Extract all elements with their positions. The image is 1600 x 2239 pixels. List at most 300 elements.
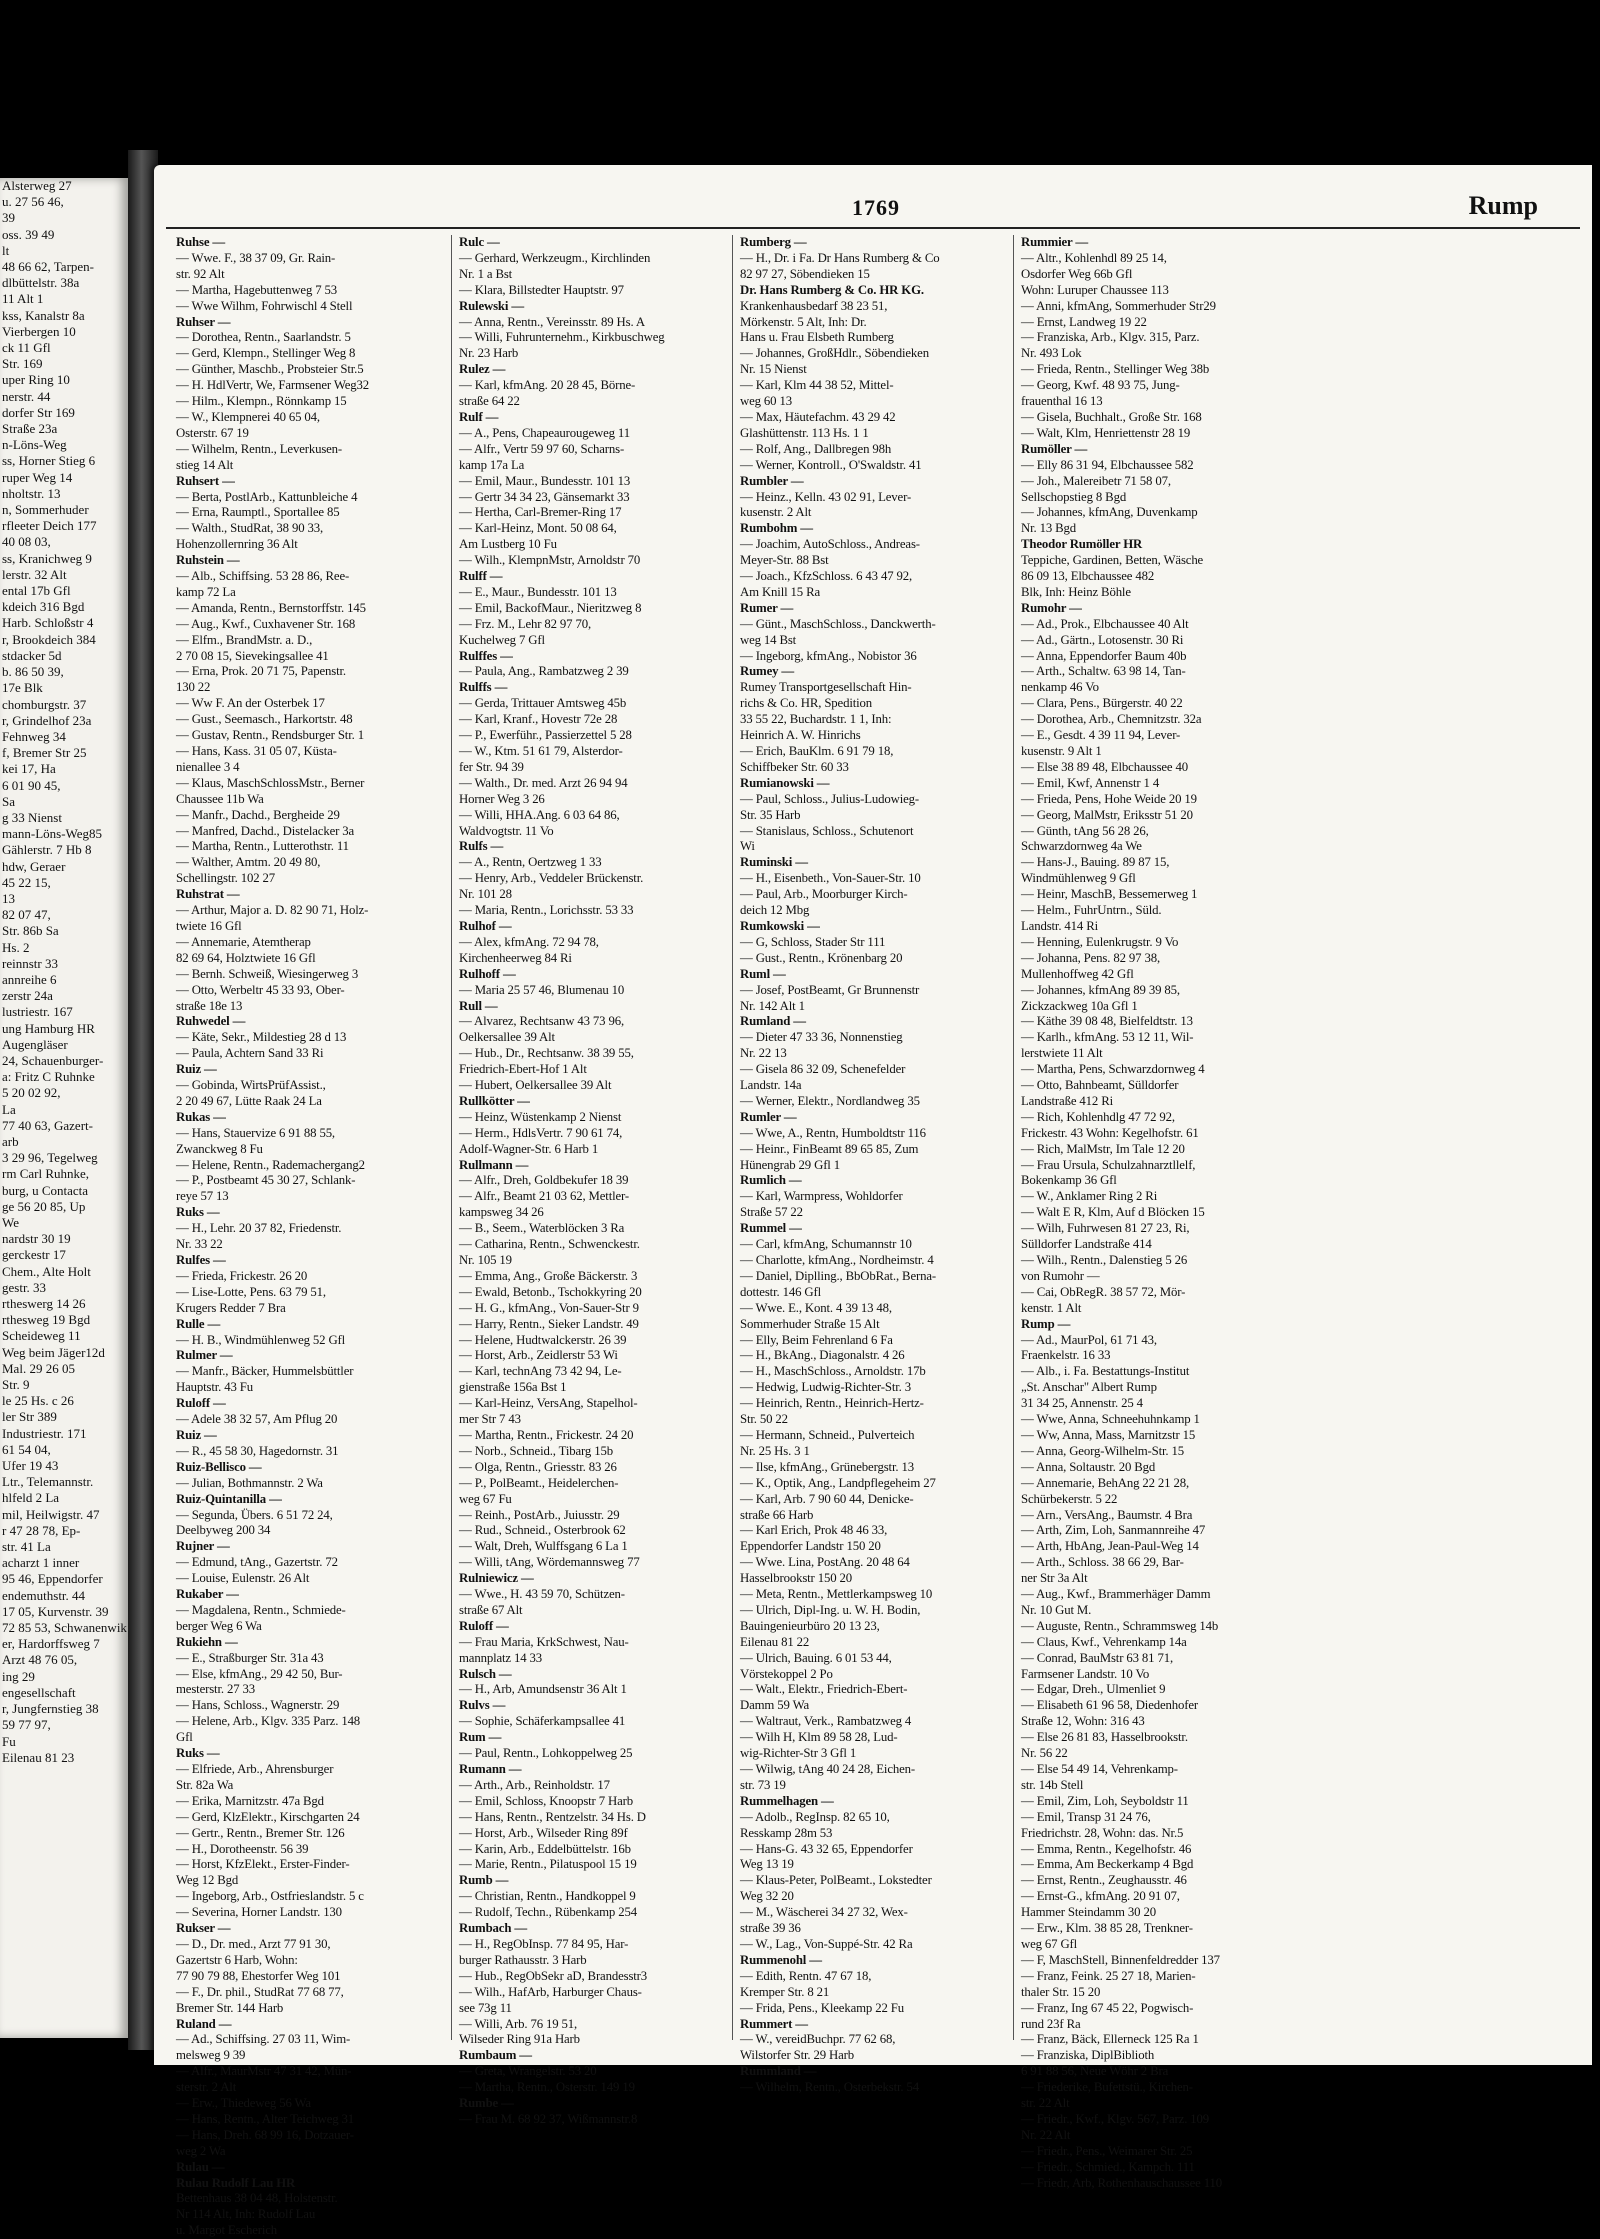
entry-line: Chaussee 11b Wa bbox=[176, 791, 264, 806]
entry-line: Zwanckweg 8 Fu bbox=[176, 1141, 263, 1156]
entry-line: Rukser — bbox=[176, 1921, 231, 1936]
header-rule bbox=[166, 227, 1580, 229]
entry-line: — W., vereidBuchpr. 77 62 68, bbox=[740, 2032, 896, 2047]
entry-line: Resskamp 28m 53 bbox=[740, 1825, 833, 1840]
entry-line: — Paula, Ang., Rambatzweg 2 39 bbox=[459, 664, 629, 679]
entry-line: — Karl, Kranf., Hovestr 72e 28 bbox=[459, 712, 618, 727]
entry-line: — Rolf, Ang., Dallbregen 98h bbox=[740, 441, 892, 456]
entry-line: Rumohr — bbox=[1021, 600, 1082, 615]
entry-line: Rullkötter — bbox=[459, 1093, 530, 1108]
entry-line: stieg 14 Alt bbox=[176, 457, 234, 472]
entry-line: Rumbler — bbox=[740, 473, 804, 488]
entry-line: str. 22 Alt bbox=[1021, 2096, 1070, 2111]
entry-line: Zickzackweg 10a Gfl 1 bbox=[1021, 998, 1138, 1013]
entry-line: — Emil, Transp 31 24 76, bbox=[1021, 1809, 1151, 1824]
entry-line: — F., Dr. phil., StudRat 77 68 77, bbox=[176, 1984, 344, 1999]
entry-line: — K., Optik, Ang., Landpflegeheim 27 bbox=[740, 1475, 936, 1490]
entry-line: dottestr. 146 Gfl bbox=[740, 1284, 821, 1299]
entry-line: — Stanislaus, Schloss., Schutenort bbox=[740, 823, 914, 838]
entry-line: — Ilse, kfmAng., Grünebergstr. 13 bbox=[740, 1459, 914, 1474]
entry-line: — Meta, Rentn., Mettlerkampsweg 10 bbox=[740, 1587, 933, 1602]
entry-line: — Carl, kfmAng, Schumannstr 10 bbox=[740, 1237, 912, 1252]
entry-line: Weg 32 20 bbox=[740, 1889, 794, 1904]
entry-line: — Frau M. 68 92 37, Wißmannstr.8 bbox=[459, 2111, 638, 2126]
entry-line: — Heinr., FinBeamt 89 65 85, Zum bbox=[740, 1141, 919, 1156]
entry-line: — Johannes, kfmAng, Duvenkamp bbox=[1021, 505, 1198, 520]
entry-line: mil, Heilwigstr. 47 bbox=[2, 1506, 100, 1522]
entry-line: Am Lustberg 10 Fu bbox=[459, 537, 557, 552]
entry-line: — Clara, Pens., Bürgerstr. 40 22 bbox=[1021, 696, 1183, 711]
entry-line: — Arthur, Major a. D. 82 90 71, Holz- bbox=[176, 903, 369, 918]
entry-line: — Walt., Elektr., Friedrich-Ebert- bbox=[740, 1682, 908, 1697]
entry-line: 2 20 49 67, Lütte Raak 24 La bbox=[176, 1093, 322, 1108]
entry-line: — Rud., Schneid., Osterbrook 62 bbox=[459, 1523, 626, 1538]
entry-line: — Walther, Amtm. 20 49 80, bbox=[176, 855, 321, 870]
entry-line: Nr 114 Alt, Inh: Rudolf Lau bbox=[176, 2207, 316, 2222]
entry-line: — Alex, kfmAng. 72 94 78, bbox=[459, 934, 599, 949]
entry-line: — Christian, Rentn., Handkoppel 9 bbox=[459, 1889, 636, 1904]
entry-line: — Elisabeth 61 96 58, Diedenhofer bbox=[1021, 1698, 1199, 1713]
entry-line: Nr. 25 Hs. 3 1 bbox=[740, 1443, 810, 1458]
entry-line: rtheswerg 14 26 bbox=[2, 1296, 86, 1312]
entry-line: — Else 54 49 14, Vehrenkamp- bbox=[1021, 1762, 1178, 1776]
entry-line: rthesweg 19 Bgd bbox=[2, 1312, 91, 1328]
entry-line: u. 27 56 46, bbox=[2, 194, 64, 210]
entry-line: — Lise-Lotte, Pens. 63 79 51, bbox=[176, 1284, 326, 1299]
entry-line: — Hedwig, Ludwig-Richter-Str. 3 bbox=[740, 1380, 912, 1395]
entry-line: straße 64 22 bbox=[459, 394, 520, 409]
entry-line: mann-Löns-Weg85 bbox=[2, 826, 103, 842]
entry-line: Alsterweg 27 bbox=[2, 178, 72, 193]
entry-line: 45 22 15, bbox=[2, 874, 51, 890]
entry-line: n-Löns-Weg bbox=[2, 437, 67, 453]
entry-line: Arzt 48 76 05, bbox=[2, 1652, 78, 1668]
entry-line: — W., Ktm. 51 61 79, Alsterdor- bbox=[459, 744, 623, 758]
entry-line: — Wwe Wilhm, Fohrwischl 4 Stell bbox=[176, 298, 353, 313]
entry-line: Scheideweg 11 bbox=[2, 1328, 81, 1344]
entry-line: — Marie, Rentn., Pilatuspool 15 19 bbox=[459, 1857, 637, 1872]
column-divider bbox=[1013, 235, 1014, 2040]
entry-line: Rumb — bbox=[459, 1873, 509, 1888]
entry-line: straße 39 36 bbox=[740, 1921, 801, 1936]
entry-line: b. 86 50 39, bbox=[2, 664, 64, 680]
entry-line: — Gerda, Trittauer Amtsweg 45b bbox=[459, 696, 627, 711]
entry-line: Landstr. 414 Ri bbox=[1021, 918, 1099, 933]
entry-line: Damm 59 Wa bbox=[740, 1698, 810, 1713]
entry-line: lt bbox=[2, 242, 10, 258]
entry-line: Sülldorfer Landstraße 414 bbox=[1021, 1237, 1152, 1252]
entry-line: Rulewski — bbox=[459, 298, 524, 313]
entry-line: — A., Pens, Chapeaurougeweg 11 bbox=[459, 425, 630, 440]
entry-line: weg 67 Gfl bbox=[1021, 1936, 1078, 1951]
entry-line: — Cai, ObRegR. 38 57 72, Mör- bbox=[1021, 1284, 1186, 1299]
entry-line: Rumlich — bbox=[740, 1173, 802, 1188]
entry-line: — Adele 38 32 57, Am Pflug 20 bbox=[176, 1412, 338, 1427]
entry-line: Rumer — bbox=[740, 600, 794, 615]
directory-page bbox=[154, 165, 1592, 2238]
entry-line: Mal. 29 26 05 bbox=[2, 1360, 75, 1376]
entry-line: le 25 Hs. c 26 bbox=[2, 1393, 74, 1409]
entry-line: — Werner, Kontroll., O'Swaldstr. 41 bbox=[740, 457, 922, 472]
entry-line: — Karl, Arb. 7 90 60 44, Denicke- bbox=[740, 1491, 914, 1506]
entry-line: Rukaber — bbox=[176, 1587, 239, 1602]
entry-line: Nr. 15 Nienst bbox=[740, 362, 807, 377]
entry-line: — F, MaschStell, Binnenfeldredder 137 bbox=[1021, 1952, 1220, 1967]
entry-line: Blk, Inh: Heinz Böhle bbox=[1021, 584, 1131, 599]
entry-line: Rumbach — bbox=[459, 1921, 527, 1936]
entry-line: La bbox=[2, 1101, 16, 1117]
entry-line: Fraenkelstr. 16 33 bbox=[1021, 1348, 1111, 1363]
entry-line: — Edgar, Dreh., Ulmenliet 9 bbox=[1021, 1682, 1166, 1697]
entry-line: Fu bbox=[2, 1733, 16, 1749]
entry-line: Bokenkamp 36 Gfl bbox=[1021, 1173, 1117, 1188]
entry-line: Rum — bbox=[459, 1730, 502, 1745]
entry-line: Rulfes — bbox=[176, 1253, 226, 1267]
entry-line: ing 29 bbox=[2, 1668, 35, 1684]
entry-line: Bauingenieurbüro 20 13 23, bbox=[740, 1618, 880, 1633]
entry-line: a: Fritz C Ruhnke bbox=[2, 1069, 95, 1085]
entry-line: richs & Co. HR, Spedition bbox=[740, 696, 873, 711]
entry-line: 40 08 03, bbox=[2, 534, 51, 550]
entry-line: — Altr., Kohlenhdl 89 25 14, bbox=[1021, 250, 1167, 265]
entry-line: weg 14 Bst bbox=[740, 632, 797, 647]
page-number: 1769 bbox=[852, 195, 900, 220]
entry-line: — Willi, tAng, Wördemannsweg 77 bbox=[459, 1555, 640, 1570]
previous-page-edge bbox=[0, 178, 128, 2038]
entry-line: — A., Rentn, Oertzweg 1 33 bbox=[459, 855, 602, 870]
entry-line: Rumann — bbox=[459, 1762, 522, 1776]
column-divider bbox=[732, 235, 733, 2040]
entry-line: burger Rathausstr. 3 Harb bbox=[459, 1952, 587, 1967]
entry-line: Straße 23a bbox=[2, 421, 58, 437]
entry-line: Rukas — bbox=[176, 1109, 226, 1124]
entry-line: — Olga, Rentn., Griesstr. 83 26 bbox=[459, 1459, 617, 1474]
entry-line: — Arth., Arb., Reinholdstr. 17 bbox=[459, 1777, 610, 1792]
entry-line: — Ulrich, Dipl-Ing. u. W. H. Bodin, bbox=[740, 1602, 921, 1617]
entry-line: — Johanna, Pens. 82 97 38, bbox=[1021, 950, 1160, 965]
entry-line: — Henning, Eulenkrugstr. 9 Vo bbox=[1021, 934, 1179, 949]
entry-line: Mörkenstr. 5 Alt, Inh: Dr. bbox=[740, 314, 867, 329]
entry-line: — Käthe 39 08 48, Bielfeldtstr. 13 bbox=[1021, 1014, 1193, 1029]
entry-line: — Heinz., Kelln. 43 02 91, Lever- bbox=[740, 489, 912, 504]
entry-line: — Else 38 89 48, Elbchaussee 40 bbox=[1021, 759, 1189, 774]
entry-line: Str. 86b Sa bbox=[2, 923, 59, 939]
entry-line: hlfeld 2 La bbox=[2, 1490, 60, 1506]
entry-line: Ruhse — bbox=[176, 235, 226, 249]
entry-line: Ruiz — bbox=[176, 1062, 217, 1077]
entry-line: — W., Lag., Von-Suppé-Str. 42 Ra bbox=[740, 1936, 913, 1951]
entry-line: — Martha, Rentn., Lutterothstr. 11 bbox=[176, 839, 349, 854]
entry-line: — Anni, kfmAng, Sommerhuder Str29 bbox=[1021, 298, 1216, 313]
entry-line: — E., Gesdt. 4 39 11 94, Lever- bbox=[1021, 728, 1181, 743]
entry-line: weg 60 13 bbox=[740, 394, 792, 409]
entry-line: gerckestr 17 bbox=[2, 1247, 66, 1263]
entry-line: Straße 57 22 bbox=[740, 1205, 803, 1220]
entry-line: — Else 26 81 83, Hasselbrookstr. bbox=[1021, 1730, 1188, 1745]
entry-line: — Heinrich, Rentn., Heinrich-Hertz- bbox=[740, 1396, 924, 1411]
entry-line: — Walth., Dr. med. Arzt 26 94 94 bbox=[459, 775, 628, 790]
entry-line: Vörstekoppel 2 Po bbox=[740, 1666, 833, 1681]
entry-line: 6 91 88 56, Neue Wöhr 2 Bra bbox=[1021, 2064, 1169, 2079]
entry-line: Rulffes — bbox=[459, 648, 513, 663]
entry-line: Vierbergen 10 bbox=[2, 323, 76, 339]
entry-line: Wilstorfer Str. 29 Harb bbox=[740, 2048, 855, 2063]
entry-line: — Conrad, BauMstr 63 81 71, bbox=[1021, 1650, 1173, 1665]
entry-line: Schürbekerstr. 5 22 bbox=[1021, 1491, 1118, 1506]
entry-line: Nr. 10 Gut M. bbox=[1021, 1602, 1092, 1617]
entry-line: Rulau Rudolf Lau HR bbox=[176, 2175, 296, 2190]
entry-line: — M., Wäscherei 34 27 32, Wex- bbox=[740, 1905, 908, 1920]
entry-line: Str. 9 bbox=[2, 1377, 30, 1393]
entry-line: Bremer Str. 144 Harb bbox=[176, 2000, 284, 2015]
entry-line: Rulle — bbox=[176, 1316, 221, 1331]
entry-line: Rullmann — bbox=[459, 1157, 529, 1172]
entry-line: Frickestr. 43 Wohn: Kegelhofstr. 61 bbox=[1021, 1125, 1199, 1140]
entry-line: — Gertr 34 34 23, Gänsemarkt 33 bbox=[459, 489, 630, 504]
entry-line: 33 55 22, Buchardstr. 1 1, Inh: bbox=[740, 712, 892, 727]
entry-line: — Friedr., Pens., Weimarer Str. 25 bbox=[1021, 2143, 1193, 2158]
entry-line: straße 67 Alt bbox=[459, 1602, 523, 1617]
entry-line: — Elfriede, Arb., Ahrensburger bbox=[176, 1762, 334, 1776]
entry-line: — Gerhard, Werkzeugm., Kirchlinden bbox=[459, 250, 651, 265]
entry-line: — Georg, Kwf. 48 93 75, Jung- bbox=[1021, 378, 1180, 393]
entry-line: — E., Straßburger Str. 31a 43 bbox=[176, 1650, 324, 1665]
entry-line: — Joachim, AutoSchloss., Andreas- bbox=[740, 537, 920, 552]
entry-line: — B., Seem., Waterblöcken 3 Ra bbox=[459, 1221, 625, 1236]
entry-line: — Werner, Elektr., Nordlandweg 35 bbox=[740, 1093, 920, 1108]
entry-line: — Karin, Arb., Eddelbüttelstr. 16b bbox=[459, 1841, 631, 1856]
entry-line: Rulfs — bbox=[459, 839, 504, 854]
entry-line: zerstr 24a bbox=[2, 988, 53, 1004]
entry-line: Rumland — bbox=[740, 1014, 806, 1029]
entry-line: — Frieda, Rentn., Stellinger Weg 38b bbox=[1021, 362, 1210, 377]
entry-line: Nr. 105 19 bbox=[459, 1253, 512, 1267]
entry-line: Hasselbrookstr 150 20 bbox=[740, 1571, 853, 1586]
entry-line: — Rich, Kohlenhdlg 47 72 92, bbox=[1021, 1109, 1175, 1124]
entry-line: 3 29 96, Tegelweg bbox=[2, 1150, 98, 1166]
entry-line: — Karlh., kfmAng. 53 12 11, Wil- bbox=[1021, 1030, 1194, 1045]
entry-line: Ruhser — bbox=[176, 314, 231, 329]
entry-line: — Edmund, tAng., Gazertstr. 72 bbox=[176, 1555, 338, 1570]
entry-line: ner Str 3a Alt bbox=[1021, 1571, 1088, 1586]
entry-line: thaler Str. 15 20 bbox=[1021, 1984, 1101, 1999]
entry-line: — Wilh., KlempnMstr, Arnoldstr 70 bbox=[459, 553, 641, 568]
entry-line: Ruiz — bbox=[176, 1427, 217, 1442]
entry-line: — Gust., Seemasch., Harkortstr. 48 bbox=[176, 712, 353, 727]
entry-line: 95 46, Eppendorfer bbox=[2, 1571, 103, 1587]
entry-line: gienstraße 156a Bst 1 bbox=[459, 1380, 567, 1395]
entry-line: Eilenau 81 23 bbox=[2, 1749, 75, 1765]
entry-line: — Emma, Ang., Große Bäckerstr. 3 bbox=[459, 1268, 638, 1283]
entry-line: — Otto, Werbeltr 45 33 93, Ober- bbox=[176, 982, 345, 997]
entry-line: — Manfr., Bäcker, Hummelsbüttler bbox=[176, 1364, 354, 1379]
entry-line: — Ingeborg, Arb., Ostfrieslandstr. 5 c bbox=[176, 1889, 364, 1904]
entry-line: reinnstr 33 bbox=[2, 955, 58, 971]
entry-line: Rumey — bbox=[740, 664, 795, 679]
entry-line: — Horst, KfzElekt., Erster-Finder- bbox=[176, 1857, 350, 1872]
entry-line: — Johannes, kfmAng 89 39 85, bbox=[1021, 982, 1180, 997]
entry-line: Krugers Redder 7 Bra bbox=[176, 1300, 286, 1315]
entry-line: — D., Dr. med., Arzt 77 91 30, bbox=[176, 1936, 331, 1951]
entry-line: Rulvs — bbox=[459, 1698, 506, 1713]
entry-line: Adolf-Wagner-Str. 6 Harb 1 bbox=[459, 1141, 599, 1156]
entry-line: 6 01 90 45, bbox=[2, 777, 61, 793]
entry-line: chomburgstr. 37 bbox=[2, 696, 87, 712]
entry-line: Rummelhagen — bbox=[740, 1793, 834, 1808]
entry-line: — Manfr., Dachd., Bergheide 29 bbox=[176, 807, 340, 822]
entry-line: — Auguste, Rentn., Schrammsweg 14b bbox=[1021, 1618, 1219, 1633]
entry-line: — Joh., Malereibetr 71 58 07, bbox=[1021, 473, 1171, 488]
entry-line: kdeich 316 Bgd bbox=[2, 599, 85, 615]
entry-line: — Horst, Arb., Wilseder Ring 89f bbox=[459, 1825, 628, 1840]
entry-line: sterstr. 2 Alt bbox=[176, 2080, 237, 2095]
entry-line: Ruiz-Bellisco — bbox=[176, 1459, 262, 1474]
entry-line: Rumöller — bbox=[1021, 441, 1088, 456]
entry-line: 77 40 63, Gazert- bbox=[2, 1117, 93, 1133]
entry-line: annreihe 6 bbox=[2, 971, 57, 987]
entry-line: acharzt 1 inner bbox=[2, 1555, 80, 1571]
entry-line: Rummel — bbox=[740, 1221, 802, 1236]
entry-line: Gazertstr 6 Harb, Wohn: bbox=[176, 1952, 298, 1967]
entry-line: — Wwe. Lina, PostAng. 20 48 64 bbox=[740, 1555, 910, 1570]
entry-line: Friedrichstr. 28, Wohn: das. Nr.5 bbox=[1021, 1825, 1184, 1840]
entry-line: — Gustav, Rentn., Rendsburger Str. 1 bbox=[176, 728, 364, 743]
entry-line: 31 34 25, Annenstr. 25 4 bbox=[1021, 1396, 1143, 1411]
entry-line: r, Grindelhof 23a bbox=[2, 712, 92, 728]
entry-line: — Otto, Bahnbeamt, Sülldorfer bbox=[1021, 1078, 1179, 1093]
entry-line: — Wwe. F., 38 37 09, Gr. Rain- bbox=[176, 250, 336, 265]
entry-line: — Erw., Thiedeweg 56 Wa bbox=[176, 2096, 311, 2111]
entry-line: Rujner — bbox=[176, 1539, 230, 1554]
entry-line: — Frau Maria, KrkSchwest, Nau- bbox=[459, 1634, 629, 1649]
entry-line: — Ernst-G., kfmAng. 20 91 07, bbox=[1021, 1889, 1180, 1904]
entry-line: Kirchenheerweg 84 Ri bbox=[459, 950, 572, 965]
entry-line: — Günther, Maschb., Probsteier Str.5 bbox=[176, 362, 364, 377]
entry-line: — W., Klempnerei 40 65 04, bbox=[176, 409, 320, 424]
entry-line: straße 18e 13 bbox=[176, 998, 243, 1013]
entry-line: — Berta, PostlArb., Kattunbleiche 4 bbox=[176, 489, 358, 504]
entry-line: Ruminski — bbox=[740, 855, 808, 870]
entry-line: — Elfm., BrandMstr. a. D., bbox=[176, 632, 313, 647]
entry-line: Sommerhuder Straße 15 Alt bbox=[740, 1316, 880, 1331]
entry-line: — Severina, Horner Landstr. 130 bbox=[176, 1905, 342, 1920]
entry-line: Rummert — bbox=[740, 2016, 808, 2031]
entry-line: — Alfr., Vertr 59 97 60, Scharns- bbox=[459, 441, 625, 456]
entry-line: ss, Horner Stieg 6 bbox=[2, 453, 96, 469]
entry-line: — Willi, Fuhrunternehm., Kirkbuschweg bbox=[459, 330, 665, 345]
entry-line: Landstr. 14a bbox=[740, 1078, 802, 1093]
entry-line: — Ad., Prok., Elbchaussee 40 Alt bbox=[1021, 616, 1189, 631]
entry-line: — Emma, Rentn., Kegelhofstr. 46 bbox=[1021, 1841, 1192, 1856]
entry-line: Rulc — bbox=[459, 235, 500, 249]
entry-line: Hohenzollernring 36 Alt bbox=[176, 537, 298, 552]
entry-line: — Annemarie, Atemtherap bbox=[176, 934, 311, 949]
entry-line: — Dieter 47 33 36, Nonnenstieg bbox=[740, 1030, 903, 1045]
entry-line: — Martha, Rentn., Frickestr. 24 20 bbox=[459, 1427, 634, 1442]
entry-line: Rumkowski — bbox=[740, 918, 820, 933]
entry-line: str. 41 La bbox=[2, 1539, 51, 1555]
entry-line: Nr. 1 a Bst bbox=[459, 266, 513, 281]
entry-line: n, Sommerhuder bbox=[2, 502, 89, 518]
entry-line: Nr. 22 Alt bbox=[1021, 2127, 1071, 2142]
entry-line: 130 22 bbox=[176, 680, 211, 695]
entry-line: str. 14b Stell bbox=[1021, 1777, 1084, 1792]
entry-line: — Walt, Dreh, Wulffsgang 6 La 1 bbox=[459, 1539, 628, 1554]
entry-line: burg, u Contacta bbox=[2, 1182, 89, 1198]
entry-line: — Daniel, Diplling., BbObRat., Berna- bbox=[740, 1268, 936, 1283]
entry-line: Hünengrab 29 Gfl 1 bbox=[740, 1157, 841, 1172]
entry-line: gestr. 33 bbox=[2, 1279, 47, 1295]
entry-line: Landstraße 412 Ri bbox=[1021, 1093, 1113, 1108]
entry-line: — E., Maur., Bundesstr. 101 13 bbox=[459, 584, 617, 599]
entry-line: — Maria 25 57 46, Blumenau 10 bbox=[459, 982, 625, 997]
entry-line: — Ulrich, Bauing. 6 01 53 44, bbox=[740, 1650, 892, 1665]
entry-line: — Johannes, GroßHdlr., Söbendieken bbox=[740, 346, 929, 361]
entry-line: ge 56 20 85, Up bbox=[2, 1198, 86, 1214]
entry-line: — H., Dr. i Fa. Dr Hans Rumberg & Co bbox=[740, 250, 940, 265]
directory-column-1 bbox=[176, 235, 444, 2238]
entry-line: Ltr., Telemannstr. bbox=[2, 1474, 94, 1490]
entry-line: — Friedr., Schmied., Kampch. 111 bbox=[1021, 2159, 1195, 2174]
entry-line: — Arth., Schaltw. 63 98 14, Tan- bbox=[1021, 664, 1186, 679]
entry-line: — Helm., FuhrUntrn., Süld. bbox=[1021, 903, 1162, 918]
entry-line: Schellingstr. 102 27 bbox=[176, 871, 276, 886]
entry-line: — Henry, Arb., Veddeler Brückenstr. bbox=[459, 871, 644, 886]
entry-line: Windmühlenweg 9 Gfl bbox=[1021, 871, 1136, 886]
entry-line: weg 2 Wa bbox=[176, 2143, 226, 2158]
entry-line: ental 17b Gfl bbox=[2, 583, 71, 599]
entry-line: — Anna, Rentn., Vereinsstr. 89 Hs. A bbox=[459, 314, 645, 329]
entry-line: — Franz, Feink. 25 27 18, Marien- bbox=[1021, 1968, 1196, 1983]
entry-line: — Martha, Pens, Schwarzdornweg 4 bbox=[1021, 1062, 1205, 1077]
entry-line: — Heinz, Wüstenkamp 2 Nienst bbox=[459, 1109, 622, 1124]
entry-line: — Ingeborg, kfmAng., Nobistor 36 bbox=[740, 648, 917, 663]
entry-line: — Hubert, Oelkersallee 39 Alt bbox=[459, 1078, 612, 1093]
entry-line: Gählerstr. 7 Hb 8 bbox=[2, 842, 92, 858]
entry-line: hdw, Geraer bbox=[2, 858, 66, 874]
entry-line: Ruhwedel — bbox=[176, 1014, 246, 1029]
entry-line: — Erw., Klm. 38 85 28, Trenkner- bbox=[1021, 1921, 1193, 1936]
entry-line: Sa bbox=[2, 793, 15, 809]
entry-line: — Claus, Kwf., Vehrenkamp 14a bbox=[1021, 1634, 1187, 1649]
entry-line: Kremper Str. 8 21 bbox=[740, 1984, 830, 1999]
entry-line: uper Ring 10 bbox=[2, 372, 70, 388]
entry-line: — Paul, Rentn., Lohkoppelweg 25 bbox=[459, 1746, 633, 1761]
entry-line: — Franziska, Arb., Klgv. 315, Parz. bbox=[1021, 330, 1200, 345]
entry-line: Str. 50 22 bbox=[740, 1412, 788, 1427]
entry-line: — Maria, Rentn., Lorichsstr. 53 33 bbox=[459, 903, 634, 918]
entry-line: Harb. Schloßstr 4 bbox=[2, 615, 94, 631]
entry-line: — Paul, Arb., Moorburger Kirch- bbox=[740, 887, 908, 902]
entry-line: — Friedr, Arb, Rothenhauschaussee 110 bbox=[1021, 2175, 1223, 2190]
entry-line: nienallee 3 4 bbox=[176, 759, 240, 774]
entry-line: — Hub., Dr., Rechtsanw. 38 39 55, bbox=[459, 1046, 634, 1061]
entry-line: — Klaus, MaschSchlossMstr., Berner bbox=[176, 775, 365, 790]
entry-line: — Frau Ursula, Schulzahnarztllelf, bbox=[1021, 1157, 1196, 1172]
entry-line: Osterstr. 67 19 bbox=[176, 425, 249, 440]
entry-line: — Georg, MalMstr, Eriksstr 51 20 bbox=[1021, 807, 1193, 822]
entry-line: — Anna, Soltaustr. 20 Bgd bbox=[1021, 1459, 1156, 1474]
entry-line: — Gerd, KlzElektr., Kirschgarten 24 bbox=[176, 1809, 360, 1824]
entry-line: mannplatz 14 33 bbox=[459, 1650, 543, 1665]
entry-line: weg 67 Fu bbox=[459, 1491, 512, 1506]
entry-line: Ruiz-Quintanilla — bbox=[176, 1491, 282, 1506]
entry-line: — Elly 86 31 94, Elbchaussee 582 bbox=[1021, 457, 1194, 472]
entry-line: Bettenhaus 38 04 48, Holstenstr. bbox=[176, 2191, 338, 2206]
entry-line: — Adolb., RegInsp. 82 65 10, bbox=[740, 1809, 890, 1824]
entry-line: 11 Alt 1 bbox=[2, 291, 44, 307]
entry-line: Nr. 33 22 bbox=[176, 1237, 223, 1252]
